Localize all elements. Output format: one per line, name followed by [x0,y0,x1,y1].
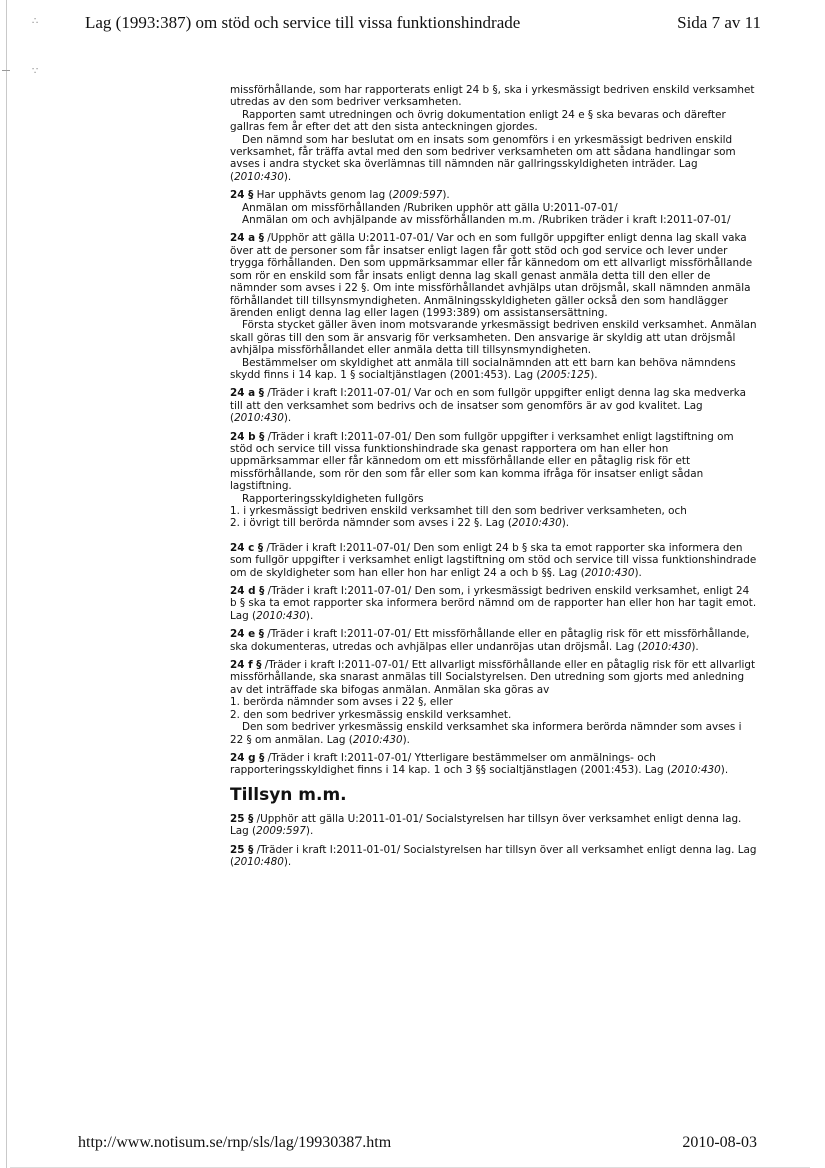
law-reference-link[interactable]: 2009:597 [256,825,306,838]
paragraph-text: ). [561,517,570,530]
print-header [0,10,825,38]
paragraph [230,387,758,424]
paragraph [230,134,758,184]
scan-left-edge [6,0,7,1168]
paragraph-text: /Träder i kraft I:2011-07-01/ Den som, i yrkesmässigt bedriven enskild verksamhet, enligt 24 b § ska ta emot rapporter ska informera berörd nämnd om de rapporter han eller hon har tagit emot. Lag ( [230,585,757,622]
paragraph [230,542,758,579]
paragraph [230,721,758,746]
law-reference-link[interactable]: 2010:480 [234,855,284,868]
scan-speck: ∴ [32,16,39,27]
paragraph-text: /Träder i kraft I:2011-07-01/ Den som enligt 24 b § ska ta emot rapporter ska informera den som fullgör uppgifter i verksamhet enligt lagstiftning om stöd och service till vissa funktionshindrade om de skyldigheter som han eller hon har enligt 24 a och b §§. Lag ( [230,541,757,579]
paragraph-text: ). [590,368,598,381]
paragraph-text: /Träder i kraft I:2011-07-01/ Var och en som fullgör uppgifter enligt denna lag ska medverka till att den verksamhet som bedrivs och de insatser som genomförs är av god kvalitet. Lag ( [230,387,746,425]
list-item: 1. i yrkesmässigt bedriven enskild verksamhet till den som bedriver verksamheten, och [230,505,687,517]
law-reference-link[interactable]: 2010:430 [584,566,635,579]
paragraph-text: Bestämmelser om skyldighet att anmäla till socialnämnden att ett barn kan behöva nämndens skydd finns i 14 kap. 1 § socialtjänstlagen (2001:453). Lag ( [230,356,736,381]
paragraph-text: ). [634,566,642,579]
section-number: 24 § [230,189,254,202]
section-number: 24 g § [230,751,265,764]
law-reference-link[interactable]: 2005:125 [540,368,591,381]
paragraph-text: Rapporten samt utredningen och övrig dokumentation enligt 24 e § ska bevaras och därefter gallras fem år efter det att den sista anteckningen gjordes. [230,108,726,134]
scan-speck: ∵ [32,66,39,77]
section-number: 24 a § [230,232,264,245]
section-number: 24 b § [230,430,265,443]
paragraph [230,189,758,201]
paragraph-text: /Träder i kraft I:2011-07-01/ Den som fullgör uppgifter i verksamhet enligt lagstiftning om stöd och service till vissa funktionshindrade ska genast rapportera om han eller hon uppmärksammar eller får kännedom om ett missförhållande eller en påtaglig risk för ett missförhållande, som rör den som får eller som kan komma ifråga för insatser enligt sådan lagstiftning. [230,430,734,493]
section-number: 24 c § [230,541,264,554]
list-item: 1. berörda nämnder som avses i 22 §, eller [230,696,453,709]
paragraph-text: 2. i övrigt till berörda nämnder som avses i 22 §. Lag ( [230,517,512,530]
paragraph-text: ). [283,412,292,425]
paragraph [230,232,758,319]
paragraph-text: ). [442,189,450,202]
law-reference-link[interactable]: 2009:597 [392,189,443,202]
law-reference-link[interactable]: 2010:430 [641,640,692,653]
section-25-old [230,813,758,838]
paragraph [230,109,758,134]
law-reference-link[interactable]: 2010:430 [234,170,284,183]
source-url: http://www.notisum.se/rnp/sls/lag/19930387.htm [78,1134,392,1151]
paragraph [230,628,758,653]
section-24f [230,659,758,746]
section-25-new [230,844,758,869]
paragraph-text: /Träder i kraft I:2011-07-01/ Ytterligare bestämmelser om anmälnings- och rapporteringsskyldighet finns i 14 kap. 1 och 3 §§ socialtjänstlagen (2001:453). Lag ( [230,751,671,777]
paragraph-text: ). [691,640,699,653]
paragraph-text: Den som bedriver yrkesmässig enskild verksamhet ska informera berörda nämnder som avses i 22 § om anmälan. Lag ( [230,721,742,746]
paragraph: Rapporteringsskyldigheten fullgörs [242,492,424,505]
paragraph [230,357,758,382]
paragraph-text: Den nämnd som har beslutat om en insats som genomförs i en yrkesmässigt bedriven enskild verksamhet, får träffa avtal med den som bedriver verksamheten om att sådana handlingar som avses i andra stycket ska överlämnas till nämnden när gallringsskyldigheten inträder. Lag ( [230,133,736,183]
page-number: Sida 7 av 11 [677,13,761,32]
section-24g [230,752,758,777]
section-continuation [230,84,758,183]
section-24a-old [230,232,758,381]
chapter-heading: Tillsyn m.m. [230,784,347,805]
scan-edge-tick [2,70,10,71]
paragraph: Anmälan om missförhållanden /Rubriken upphör att gälla U:2011-07-01/ [242,201,618,214]
section-number: 25 § [230,812,254,825]
list-item [230,517,758,529]
paragraph [230,844,758,869]
law-text [230,84,758,874]
paragraph-text: ). [305,825,314,838]
law-reference-link[interactable]: 2010:430 [511,517,562,530]
paragraph [230,431,758,493]
paragraph: Första stycket gäller även inom motsvarande yrkesmässigt bedriven enskild verksamhet. Anmälan skall göras till den som är ansvarig för verksamheten. Den ansvarige är skyldig att utan dröjsmål avhjälpa missförhållandet eller anmäla detta till tillsynsmyndigheten. [230,319,757,357]
paragraph-text: /Träder i kraft I:2011-01-01/ Socialstyrelsen har tillsyn över all verksamhet enligt denna lag. Lag ( [230,843,757,868]
paragraph-text: /Träder i kraft I:2011-07-01/ Ett allvarligt missförhållande eller en påtaglig risk för ett allvarligt missförhållande, ska snarast anmälas till Socialstyrelsen. Den utredning som gjorts med anledning av det inträffade ska bifogas anmälan. Anmälan ska göras av [230,659,756,696]
law-reference-link[interactable]: 2010:430 [352,733,403,746]
paragraph-text: /Upphör att gälla U:2011-01-01/ Socialstyrelsen har tillsyn över verksamhet enligt denna lag. Lag ( [230,812,742,838]
print-date: 2010-08-03 [682,1134,757,1151]
paragraph: Anmälan om och avhjälpande av missförhållanden m.m. /Rubriken träder i kraft I:2011-07-01/ [242,214,731,227]
law-reference-link[interactable]: 2010:430 [671,764,721,777]
section-number: 25 § [230,843,254,856]
section-24e [230,628,758,653]
section-24 [230,189,758,226]
paragraph [230,659,758,696]
print-footer [0,1132,825,1156]
paragraph-text: /Träder i kraft I:2011-07-01/ Ett missförhållande eller en påtaglig risk för ett missförhållande, ska dokumenteras, utredas och avhjälpas eller undanröjas utan dröjsmål. Lag ( [230,628,750,653]
paragraph: missförhållande, som har rapporterats enligt 24 b §, ska i yrkesmässigt bedriven enskild verksamhet utredas av den som bedriver verksamheten. [230,84,755,109]
law-reference-link[interactable]: 2010:430 [234,412,284,425]
paragraph-text: ). [720,764,729,777]
section-number: 24 f § [230,659,262,672]
list-item: 2. den som bedriver yrkesmässig enskild verksamhet. [230,708,512,721]
paragraph-text: ). [305,609,314,622]
section-24a-new [230,387,758,424]
section-number: 24 d § [230,585,265,598]
paragraph-text: /Upphör att gälla U:2011-07-01/ Var och en som fullgör uppgifter enligt denna lag skall vaka över att de personer som får insatser enligt lagen får gott stöd och god service och lever under trygga förhållanden. Den som uppmärksammar eller får kännedom om ett allvarligt missförhållande som rör en enskild som får insats enligt denna lag skall genast anmäla detta till den eller de nämnder som avses i 22 §. Om inte missförhållandet avhjälps utan dröjsmål, skall nämnden anmäla förhållandet till tillsynsmyndigheten. Anmälningsskyldigheten gäller också den som handlägger ärenden enligt denna lag eller lagen (1993:389) om assistansersättning. [230,232,753,319]
section-number: 24 e § [230,628,264,641]
paragraph-text: ). [283,170,292,183]
law-reference-link[interactable]: 2010:430 [256,609,306,622]
paragraph [230,813,758,838]
section-24c [230,542,758,579]
paragraph-text: ). [283,855,292,868]
document-title: Lag (1993:387) om stöd och service till vissa funktionshindrade [85,13,521,32]
paragraph-text: ). [402,733,410,746]
paragraph [230,585,758,622]
section-number: 24 a § [230,387,264,400]
paragraph-text: Har upphävts genom lag ( [253,189,393,202]
section-24b [230,431,758,530]
section-24d [230,585,758,622]
paragraph [230,752,758,777]
